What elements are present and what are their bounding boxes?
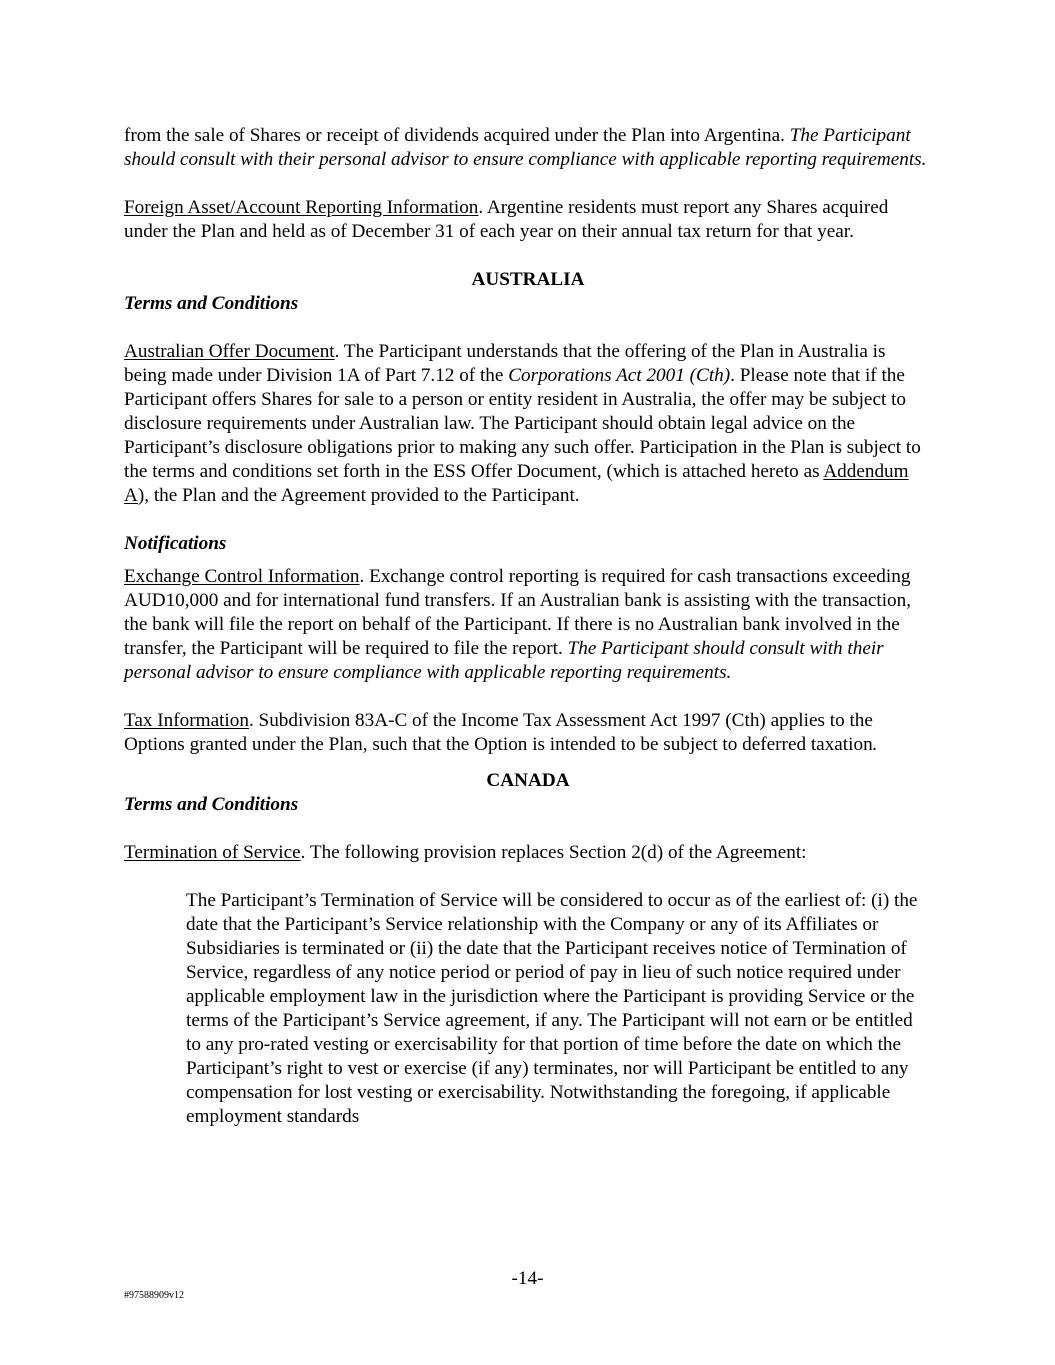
foreign-asset-text: . Argentine residents must report any Shares acquired under the Plan and held as of December 31 of each year on their annual tax return for that year. <box>124 197 889 242</box>
intro-italic-note: The Participant should consult with their personal advisor to ensure compliance with applicable reporting requirements. <box>124 125 927 170</box>
exchange-control-title: Exchange Control Information <box>124 566 360 587</box>
exchange-control-paragraph <box>124 565 932 685</box>
exchange-control-text: . Exchange control reporting is required for cash transactions exceeding AUD10,000 and for international fund transfers. If an Australian bank is assisting with the transaction, the bank will file the report on behalf of the Participant. If there is no Australian bank involved in the transfer, the Participant will be required to file the report. <box>124 566 912 659</box>
termination-of-service-paragraph <box>124 841 932 865</box>
addendum-a-reference: Addendum A <box>124 461 909 506</box>
australian-offer-paragraph <box>124 340 932 508</box>
intro-text: from the sale of Shares or receipt of dividends acquired under the Plan into Argentina. <box>124 125 790 146</box>
australian-offer-text-2: . Please note that if the Participant offers Shares for sale to a person or entity resident in Australia, the offer may be subject to disclosure requirements under Australian law. The Participant should obtain legal advice on the Participant’s disclosure obligations prior to making any such offer. Participation in the Plan is subject to the terms and conditions set forth in the ESS Offer Document, (which is attached hereto as <box>124 365 921 482</box>
australian-offer-text-1: . The Participant understands that the offering of the Plan in Australia is being made under Division 1A of Part 7.12 of the <box>124 341 886 386</box>
exchange-control-italic-note: The Participant should consult with their personal advisor to ensure compliance with applicable reporting requirements. <box>124 638 884 683</box>
foreign-asset-paragraph <box>124 196 932 244</box>
australian-offer-title: Australian Offer Document <box>124 341 335 362</box>
termination-provision-quote: The Participant’s Termination of Service will be considered to occur as of the earliest of: (i) the date that the Participant’s Service relationship with the Company or any of its Affiliates or Subsidiaries is terminated or (ii) the date that the Participant receives notice of Termination of Service, regardless of any notice period or period of pay in lieu of such notice required under applicable employment law in the jurisdiction where the Participant is providing Service or the terms of the Participant’s Service agreement, if any. The Participant will not earn or be entitled to any pro-rated vesting or exercisability for that portion of time before the date on which the Participant’s right to vest or exercise (if any) terminates, nor will Participant be entitled to any compensation for lost vesting or exercisability. Notwithstanding the foregoing, if applicable employment standards <box>186 890 918 1127</box>
termination-of-service-title: Termination of Service <box>124 842 301 863</box>
page-body <box>124 124 932 1129</box>
tax-information-title: Tax Information <box>124 710 249 731</box>
tax-information-end: . <box>872 734 878 755</box>
page-number: -14- <box>511 1268 544 1289</box>
intro-paragraph <box>124 124 932 172</box>
termination-of-service-text: . The following provision replaces Section 2(d) of the Agreement: <box>300 842 807 863</box>
australia-heading: AUSTRALIA <box>471 269 585 290</box>
tax-information-text: . Subdivision 83A-C of the Income Tax Assessment Act 1997 (Cth) applies to the Options granted under the Plan, such that the Option is intended to be subject to deferred taxation <box>124 710 873 755</box>
tax-information-paragraph <box>124 709 932 757</box>
australia-terms-heading: Terms and Conditions <box>124 293 299 314</box>
canada-heading: CANADA <box>486 770 570 791</box>
notifications-heading: Notifications <box>124 533 227 554</box>
corporations-act-reference: Corporations Act 2001 (Cth) <box>508 365 731 386</box>
canada-terms-heading: Terms and Conditions <box>124 794 299 815</box>
foreign-asset-title: Foreign Asset/Account Reporting Information <box>124 197 479 218</box>
document-id: #97588909v12 <box>124 1290 184 1301</box>
australian-offer-text-3: ), the Plan and the Agreement provided to the Participant. <box>137 485 580 506</box>
